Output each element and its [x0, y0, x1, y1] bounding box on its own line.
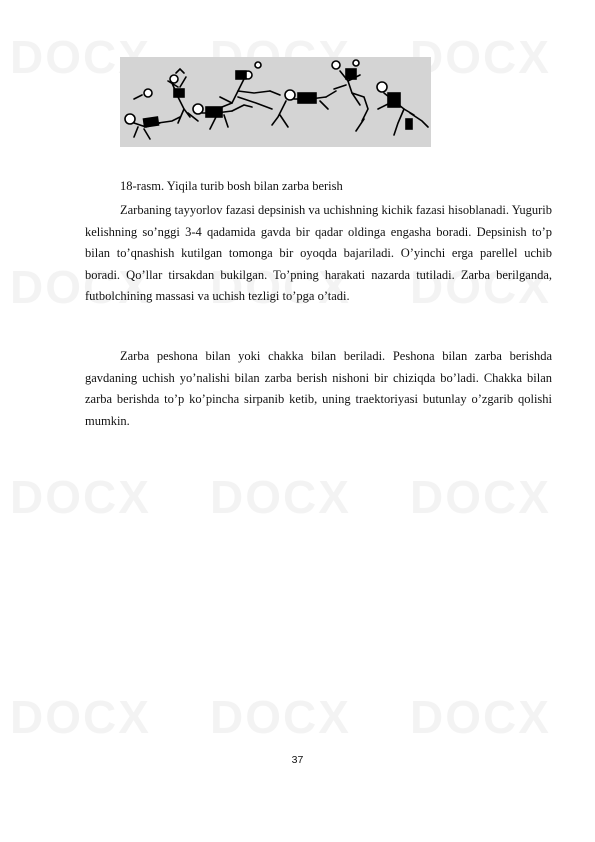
watermark-text: [10, 690, 151, 744]
figure-diving-header: [120, 57, 431, 147]
watermark-text: [210, 470, 351, 524]
watermark-text: [410, 30, 551, 84]
player-figure: [272, 90, 336, 127]
player-figure: [168, 69, 198, 123]
watermark-text: [10, 470, 151, 524]
paragraph: Zarbaning tayyorlov fazasi depsinish va uchishning kichik fazasi hisoblanadi. Yugurib kelishning so’nggi 3-4 qadamida gavda bir qadar oldinga engasha boradi. Depsinish to’p bilan to’qnashish kutilgan tomonga bir oyoqda bajariladi. O’yinchi erga parellel uchib boradi. Qo’llar tirsakdan bukilgan. To’pning harakati nazarda tutiladi. Zarba berilganda, futbolchining massasi va uchish tezligi to’pga o’tadi.: [85, 203, 552, 303]
player-figure: [332, 60, 368, 131]
paragraph: Zarba peshona bilan yoki chakka bilan beriladi. Peshona bilan zarba berishda gavdaning uchish yo’nalishi bilan zarba berish nishoni bir chiziqda bo’ladi. Chakka bilan zarba berishda to’p ko’pincha sirpanib ketib, uning traektoriyasi butunlay o’zgarib qolishi mumkin.: [85, 349, 552, 428]
figure-caption: 18-rasm. Yiqila turib bosh bilan zarba berish: [120, 179, 343, 193]
footballer-diving-header-sequence-illustration: [120, 57, 431, 147]
watermark-text: [410, 470, 551, 524]
player-figure: [377, 82, 428, 135]
player-figure: [193, 104, 252, 129]
player-figure: [220, 62, 280, 109]
watermark-text: [410, 690, 551, 744]
watermark-text: [210, 690, 351, 744]
player-figure: [125, 89, 180, 139]
page-number: 37: [291, 754, 304, 766]
